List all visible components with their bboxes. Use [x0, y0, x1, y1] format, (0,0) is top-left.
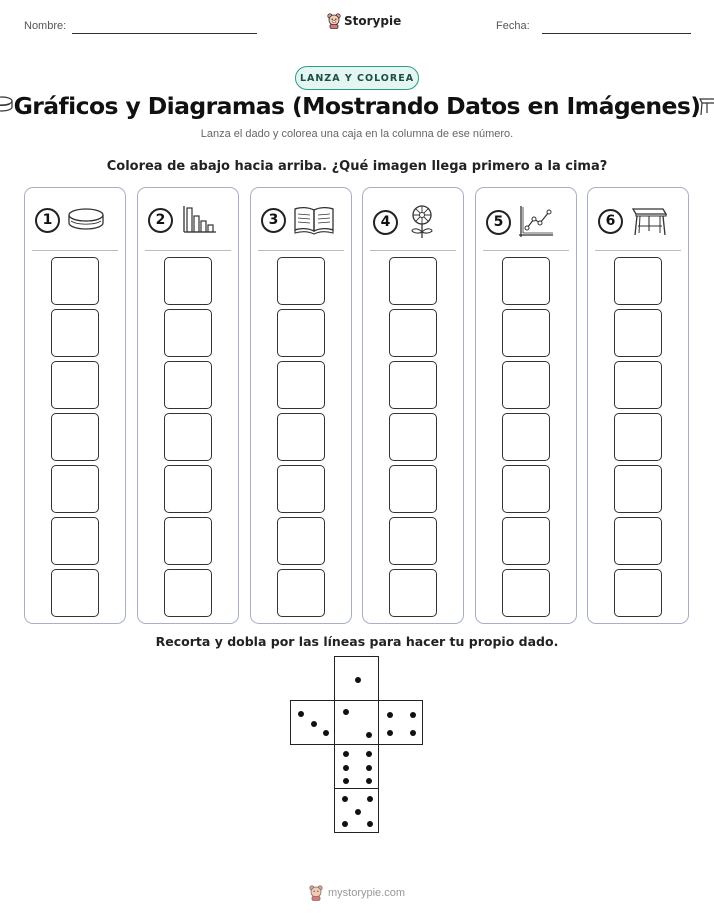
- die-face: [334, 788, 379, 833]
- subtitle: Lanza el dado y colorea una caja en la columna de ese número.: [200, 128, 514, 140]
- color-box[interactable]: [614, 309, 662, 357]
- stool-icon: [629, 204, 669, 238]
- color-box[interactable]: [51, 517, 99, 565]
- color-box[interactable]: [614, 569, 662, 617]
- die-pip: [355, 677, 361, 683]
- cut-instruction: Recorta y dobla por las líneas para hacer tu propio dado.: [155, 634, 559, 649]
- color-box[interactable]: [389, 465, 437, 513]
- column-divider: [595, 250, 681, 251]
- die-pip: [298, 711, 304, 717]
- brand-logo: [327, 13, 401, 29]
- die-pip: [387, 712, 393, 718]
- color-box[interactable]: [51, 413, 99, 461]
- color-box[interactable]: [614, 413, 662, 461]
- name-label: Nombre:: [24, 20, 67, 32]
- column-4: [362, 187, 464, 624]
- color-box[interactable]: [389, 361, 437, 409]
- color-box[interactable]: [51, 569, 99, 617]
- color-box[interactable]: [389, 569, 437, 617]
- die-face: [334, 700, 379, 745]
- color-box[interactable]: [277, 361, 325, 409]
- color-box[interactable]: [51, 309, 99, 357]
- die-pip: [366, 732, 372, 738]
- die-pip: [367, 821, 373, 827]
- color-box[interactable]: [51, 257, 99, 305]
- die-face: [290, 700, 335, 745]
- die-face: [334, 656, 379, 701]
- color-box[interactable]: [502, 517, 550, 565]
- column-2: [137, 187, 239, 624]
- stool-icon: [698, 95, 714, 117]
- color-box[interactable]: [51, 361, 99, 409]
- color-box[interactable]: [164, 517, 212, 565]
- color-box[interactable]: [164, 361, 212, 409]
- column-divider: [258, 250, 344, 251]
- column-number: 3: [261, 208, 286, 233]
- color-box[interactable]: [51, 465, 99, 513]
- color-box[interactable]: [277, 257, 325, 305]
- column-divider: [32, 250, 118, 251]
- color-box[interactable]: [614, 517, 662, 565]
- die-pip: [343, 778, 349, 784]
- color-box[interactable]: [164, 465, 212, 513]
- die-pip: [311, 721, 317, 727]
- color-box[interactable]: [389, 257, 437, 305]
- color-box[interactable]: [502, 361, 550, 409]
- instruction: Colorea de abajo hacia arriba. ¿Qué imagen llega primero a la cima?: [106, 159, 608, 174]
- color-box[interactable]: [277, 465, 325, 513]
- die-face: [334, 744, 379, 789]
- color-box[interactable]: [277, 517, 325, 565]
- column-number: 5: [486, 210, 511, 235]
- die-pip: [343, 751, 349, 757]
- die-pip: [323, 730, 329, 736]
- open-book-icon: [292, 204, 336, 236]
- flower-icon: [404, 204, 440, 240]
- color-box[interactable]: [164, 413, 212, 461]
- footer: [0, 885, 714, 901]
- column-1: [24, 187, 126, 624]
- column-divider: [483, 250, 569, 251]
- die-pip: [410, 712, 416, 718]
- name-line[interactable]: [72, 33, 257, 34]
- page-title: Gráficos y Diagramas (Mostrando Datos en Imágenes): [13, 92, 701, 120]
- line-graph-icon: [517, 204, 557, 240]
- die-pip: [342, 821, 348, 827]
- color-box[interactable]: [389, 413, 437, 461]
- color-box[interactable]: [277, 569, 325, 617]
- column-number: 1: [35, 208, 60, 233]
- measuring-tape-icon: [66, 204, 106, 236]
- die-pip: [366, 778, 372, 784]
- color-box[interactable]: [389, 309, 437, 357]
- color-box[interactable]: [502, 309, 550, 357]
- die-pip: [355, 809, 361, 815]
- color-box[interactable]: [614, 257, 662, 305]
- activity-badge: LANZA Y COLOREA: [295, 66, 419, 90]
- color-box[interactable]: [164, 309, 212, 357]
- color-box[interactable]: [614, 361, 662, 409]
- color-box[interactable]: [277, 309, 325, 357]
- column-5: [475, 187, 577, 624]
- color-box[interactable]: [502, 413, 550, 461]
- column-number: 2: [148, 208, 173, 233]
- bear-mascot-icon: [327, 13, 341, 29]
- die-pip: [366, 765, 372, 771]
- color-box[interactable]: [614, 465, 662, 513]
- die-pip: [367, 796, 373, 802]
- die-pip: [410, 730, 416, 736]
- color-box[interactable]: [164, 257, 212, 305]
- color-box[interactable]: [502, 465, 550, 513]
- color-box[interactable]: [502, 257, 550, 305]
- color-box[interactable]: [277, 413, 325, 461]
- die-pip: [366, 751, 372, 757]
- date-line[interactable]: [542, 33, 691, 34]
- footer-url: mystorypie.com: [327, 887, 406, 899]
- date-label: Fecha:: [496, 20, 530, 32]
- color-box[interactable]: [164, 569, 212, 617]
- color-box[interactable]: [389, 517, 437, 565]
- column-divider: [145, 250, 231, 251]
- column-number: 6: [598, 209, 623, 234]
- column-6: [587, 187, 689, 624]
- color-box[interactable]: [502, 569, 550, 617]
- bar-chart-icon: [179, 204, 219, 236]
- die-pip: [343, 709, 349, 715]
- die-pip: [387, 730, 393, 736]
- die-pip: [342, 796, 348, 802]
- die-pip: [343, 765, 349, 771]
- column-divider: [370, 250, 456, 251]
- bear-mascot-icon: [309, 885, 323, 901]
- column-number: 4: [373, 210, 398, 235]
- brand-name: Storypie: [344, 14, 402, 28]
- die-face: [378, 700, 423, 745]
- column-3: [250, 187, 352, 624]
